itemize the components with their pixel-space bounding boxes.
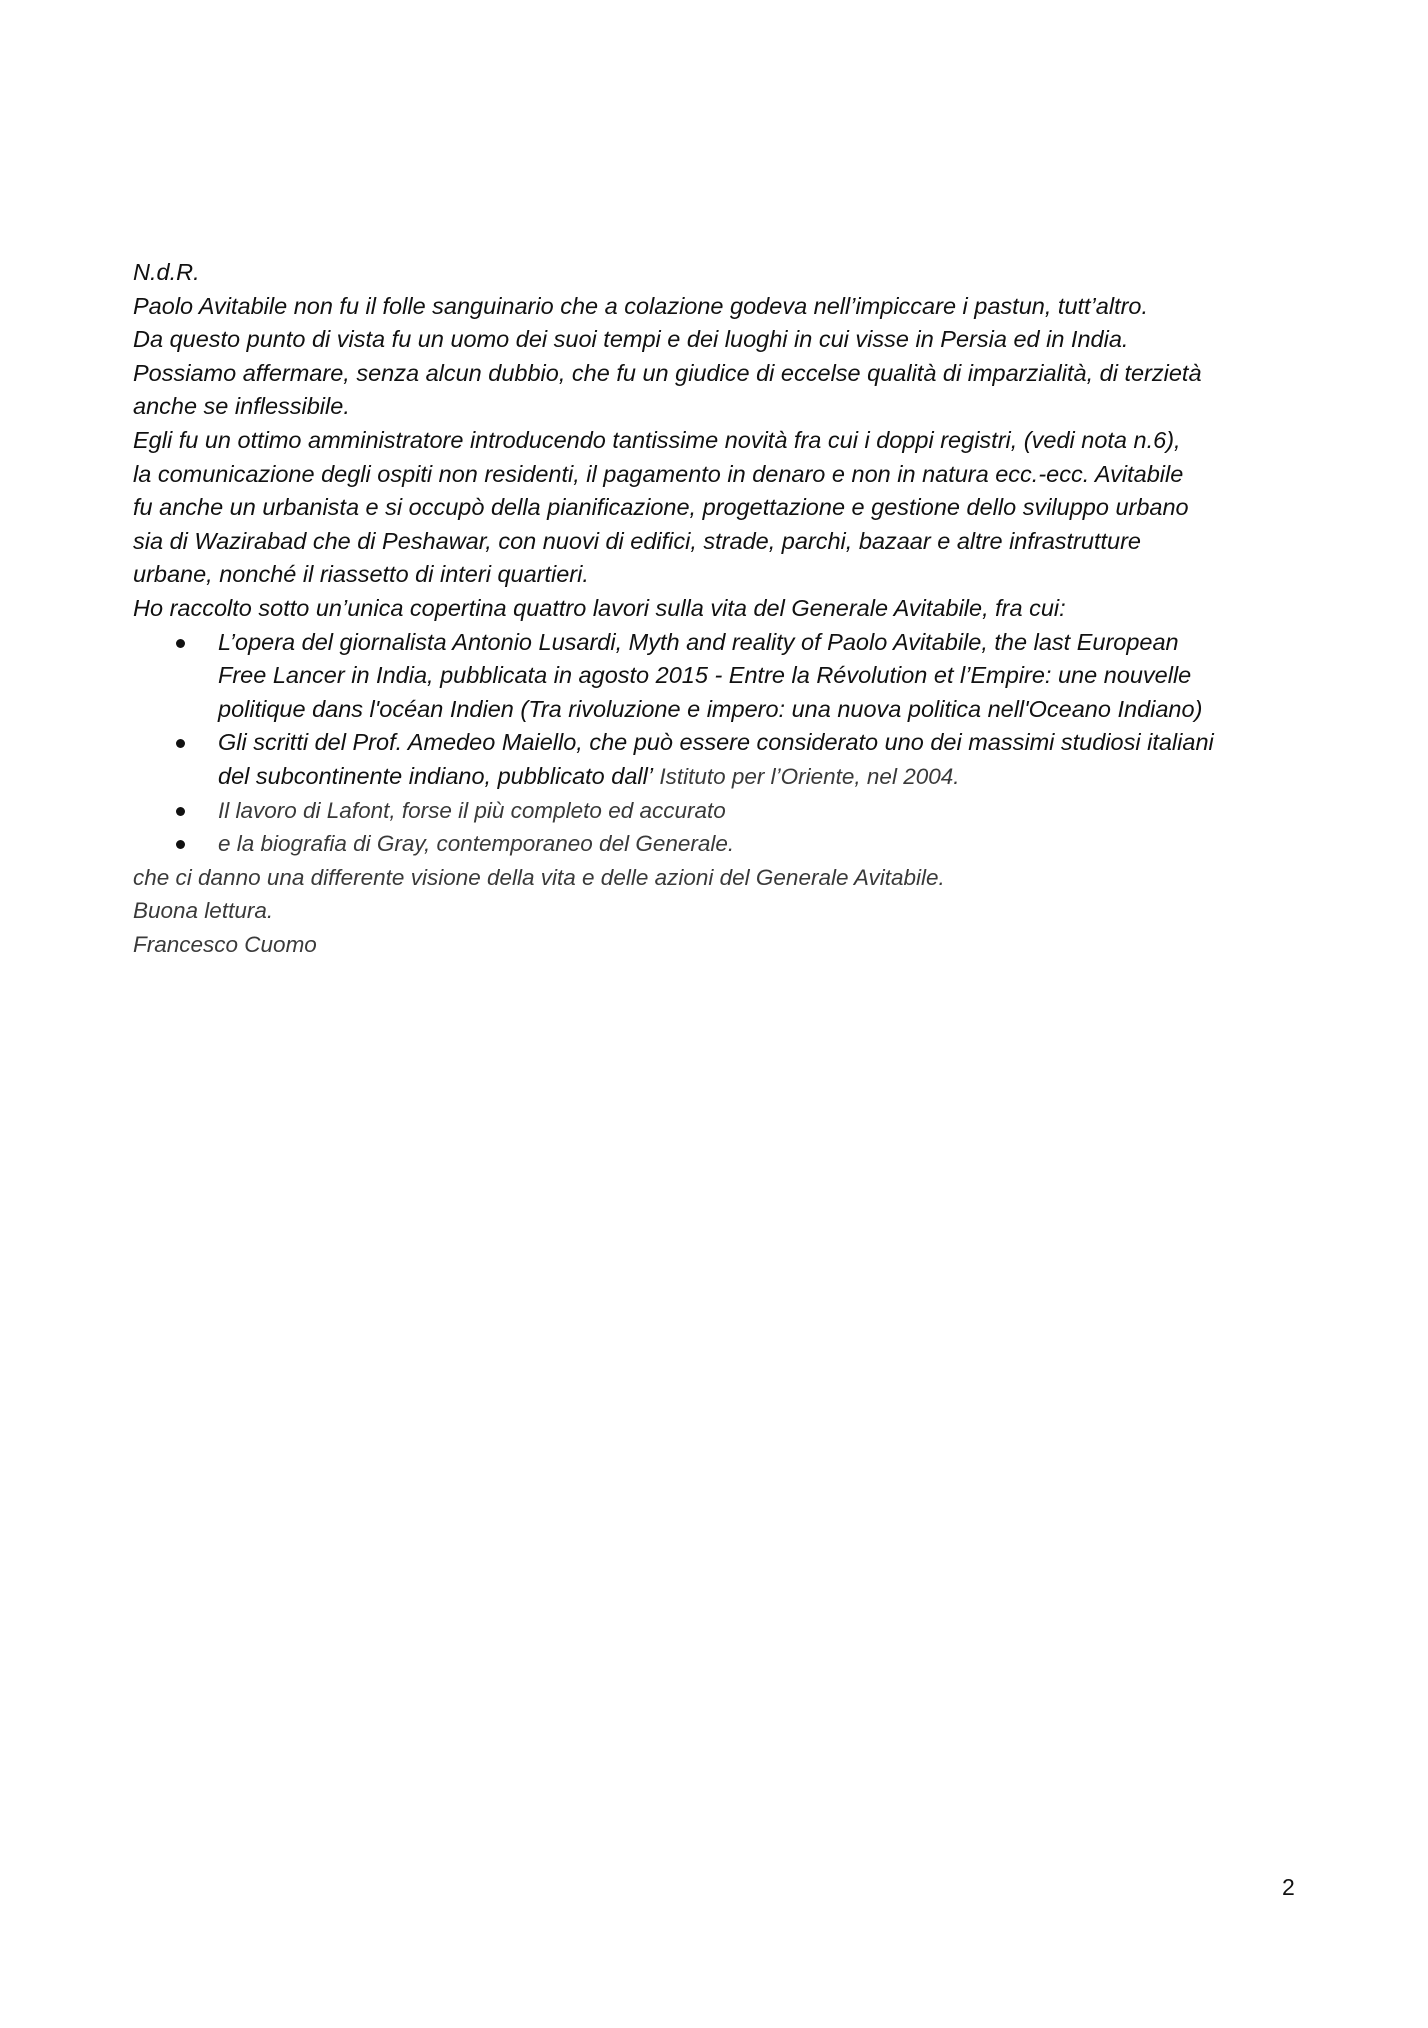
list-item xyxy=(218,827,1313,861)
closing-line: Buona lettura. xyxy=(133,898,274,924)
signature: Francesco Cuomo xyxy=(133,931,317,957)
page-number: 2 xyxy=(1282,1874,1295,1900)
bullet-icon xyxy=(176,840,185,849)
list-item-line: L’opera del giornalista Antonio Lusardi, Myth and reality of Paolo Avitabile, the last European xyxy=(218,628,1179,655)
paragraph-line: la comunicazione degli ospiti non residenti, il pagamento in denaro e non in natura ecc.-ecc. Avitabile xyxy=(133,460,1184,487)
list-item-line: politique dans l'océan Indien (Tra rivoluzione e impero: una nuova politica nell'Oceano Indiano) xyxy=(218,695,1203,722)
list-item-line: e la biografia di Gray, contemporaneo del Generale. xyxy=(218,831,735,857)
paragraph-line: Egli fu un ottimo amministratore introducendo tantissime novità fra cui i doppi registri, (vedi nota n.6), xyxy=(133,426,1181,453)
paragraph-line: Paolo Avitabile non fu il folle sanguinario che a colazione godeva nell’impiccare i pastun, tutt’altro. xyxy=(133,292,1149,319)
closing-line: che ci danno una differente visione della vita e delle azioni del Generale Avitabile. xyxy=(133,864,945,890)
list-item-text: del subcontinente indiano, pubblicato dall’ xyxy=(218,762,654,789)
list-item-line xyxy=(218,760,1313,794)
editor-note xyxy=(133,256,1313,961)
works-list xyxy=(133,626,1313,861)
list-item xyxy=(218,794,1313,828)
paragraph-line: fu anche un urbanista e si occupò della pianificazione, progettazione e gestione dello sviluppo urbano xyxy=(133,494,1189,521)
list-item xyxy=(218,726,1313,793)
paragraph-line: Da questo punto di vista fu un uomo dei suoi tempi e dei luoghi in cui visse in Persia ed in India. xyxy=(133,326,1129,353)
note-heading: N.d.R. xyxy=(133,259,200,285)
list-item-line: Free Lancer in India, pubblicata in agosto 2015 - Entre la Révolution et l’Empire: une nouvelle xyxy=(218,662,1192,689)
list-item-text-light: Istituto per l’Oriente, nel 2004. xyxy=(653,763,960,789)
bullet-icon xyxy=(176,739,185,748)
bullet-icon xyxy=(176,807,185,816)
list-item xyxy=(218,626,1313,727)
bullet-icon xyxy=(176,639,185,648)
paragraph-line: Possiamo affermare, senza alcun dubbio, che fu un giudice di eccelse qualità di imparzialità, di terzietà xyxy=(133,359,1202,386)
paragraph-line: Ho raccolto sotto un’unica copertina quattro lavori sulla vita del Generale Avitabile, fra cui: xyxy=(133,594,1066,621)
list-item-line: Il lavoro di Lafont, forse il più completo ed accurato xyxy=(218,797,726,823)
paragraph-line: sia di Wazirabad che di Peshawar, con nuovi di edifici, strade, parchi, bazaar e altre infrastrutture xyxy=(133,527,1141,554)
paragraph-line: urbane, nonché il riassetto di interi quartieri. xyxy=(133,561,589,588)
paragraph-line: anche se inflessibile. xyxy=(133,393,350,420)
list-item-line: Gli scritti del Prof. Amedeo Maiello, che può essere considerato uno dei massimi studiosi italiani xyxy=(218,729,1214,756)
